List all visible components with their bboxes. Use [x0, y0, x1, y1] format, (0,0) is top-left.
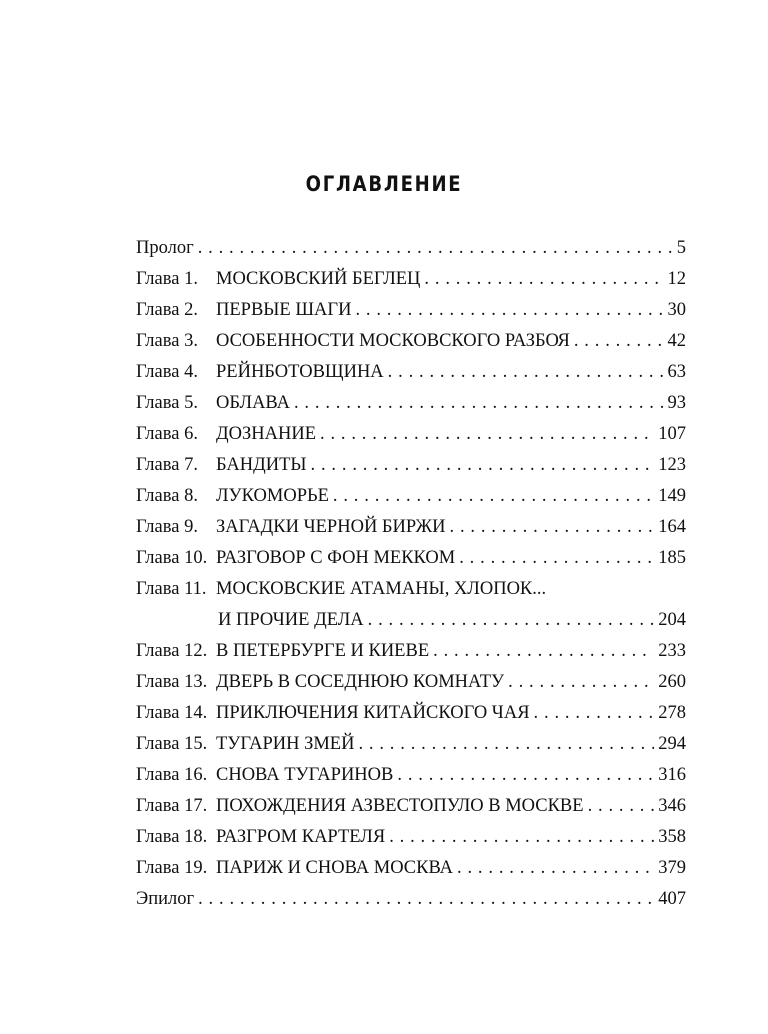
chapter-number: 15.: [184, 734, 208, 754]
page-number: 204: [658, 610, 686, 630]
page-number: 294: [658, 734, 686, 754]
toc-entry[interactable]: [136, 574, 686, 636]
dot-leader: [389, 822, 654, 853]
chapter-number: 13.: [184, 672, 208, 692]
chapter-number: 4.: [184, 362, 198, 382]
toc-entry[interactable]: [136, 419, 686, 450]
dot-leader: [534, 698, 655, 729]
dot-leader: [424, 264, 663, 295]
chapter-number: 1.: [184, 269, 198, 289]
page-number: 260: [658, 672, 686, 692]
dot-leader: [588, 791, 655, 822]
page-number: 346: [658, 796, 686, 816]
dot-leader: [397, 760, 654, 791]
dot-leader: [333, 481, 654, 512]
toc-entry[interactable]: [136, 791, 686, 822]
section-label: Эпилог: [136, 889, 195, 909]
toc-entry[interactable]: [136, 853, 686, 884]
page-number: 379: [658, 858, 686, 878]
chapter-prefix: Глава: [136, 703, 180, 723]
chapter-prefix: Глава: [136, 269, 180, 289]
toc-entry[interactable]: [136, 667, 686, 698]
chapter-title-continued: И ПРОЧИЕ ДЕЛА: [218, 610, 364, 630]
chapter-prefix: Глава: [136, 393, 180, 413]
dot-leader: [433, 636, 654, 667]
chapter-number: 7.: [184, 455, 198, 475]
chapter-number: 3.: [184, 331, 198, 351]
chapter-title: ПРИКЛЮЧЕНИЯ КИТАЙСКОГО ЧАЯ: [216, 703, 530, 723]
chapter-number: 16.: [184, 765, 208, 785]
page-number: 233: [658, 641, 686, 661]
dot-leader: [294, 388, 664, 419]
chapter-prefix: Глава: [136, 858, 180, 878]
chapter-title: РЕЙНБОТОВЩИНА: [216, 362, 384, 382]
chapter-title: РАЗГРОМ КАРТЕЛЯ: [216, 827, 386, 847]
chapter-prefix: Глава: [136, 424, 180, 444]
page-number: 149: [658, 486, 686, 506]
chapter-number: 11.: [184, 579, 207, 599]
chapter-prefix: Глава: [136, 734, 180, 754]
dot-leader: [320, 419, 654, 450]
chapter-prefix: Глава: [136, 300, 180, 320]
chapter-prefix: Глава: [136, 579, 180, 599]
chapter-title: СНОВА ТУГАРИНОВ: [216, 765, 394, 785]
dot-leader: [459, 543, 654, 574]
toc-entry[interactable]: [136, 729, 686, 760]
chapter-title: ОБЛАВА: [216, 393, 290, 413]
page-number: 358: [658, 827, 686, 847]
page-number: 63: [667, 362, 686, 382]
dot-leader: [198, 884, 654, 915]
page-title: ОГЛАВЛЕНИЕ: [305, 172, 463, 196]
dot-leader: [508, 667, 654, 698]
toc-entry[interactable]: [136, 884, 686, 915]
chapter-number: 17.: [184, 796, 208, 816]
page-number: 123: [658, 455, 686, 475]
chapter-prefix: Глава: [136, 331, 180, 351]
dot-leader: [450, 512, 655, 543]
dot-leader: [457, 853, 654, 884]
chapter-prefix: Глава: [136, 362, 180, 382]
chapter-number: 19.: [184, 858, 208, 878]
chapter-title: БАНДИТЫ: [216, 455, 307, 475]
chapter-prefix: Глава: [136, 796, 180, 816]
chapter-title: ОСОБЕННОСТИ МОСКОВСКОГО РАЗБОЯ: [216, 331, 570, 351]
page-number: 30: [667, 300, 686, 320]
toc-entry[interactable]: [136, 822, 686, 853]
chapter-prefix: Глава: [136, 486, 180, 506]
chapter-title: ПЕРВЫЕ ШАГИ: [216, 300, 352, 320]
chapter-number: 18.: [184, 827, 208, 847]
chapter-number: 14.: [184, 703, 208, 723]
toc-entry[interactable]: [136, 326, 686, 357]
page-number: 93: [667, 393, 686, 413]
chapter-title: ПОХОЖДЕНИЯ АЗВЕСТОПУЛО В МОСКВЕ: [216, 796, 584, 816]
chapter-prefix: Глава: [136, 641, 180, 661]
chapter-number: 10.: [184, 548, 208, 568]
toc-entry[interactable]: [136, 450, 686, 481]
table-of-contents: [136, 233, 686, 915]
page-number: 316: [658, 765, 686, 785]
chapter-title: В ПЕТЕРБУРГЕ И КИЕВЕ: [216, 641, 430, 661]
chapter-title: МОСКОВСКИЕ АТАМАНЫ, ХЛОПОК...: [216, 579, 547, 599]
chapter-title: ТУГАРИН ЗМЕЙ: [216, 734, 355, 754]
chapter-number: 6.: [184, 424, 198, 444]
toc-entry[interactable]: [136, 357, 686, 388]
toc-entry[interactable]: [136, 512, 686, 543]
chapter-prefix: Глава: [136, 765, 180, 785]
toc-entry[interactable]: [136, 388, 686, 419]
page-number: 12: [667, 269, 686, 289]
chapter-title: ЗАГАДКИ ЧЕРНОЙ БИРЖИ: [216, 517, 446, 537]
chapter-prefix: Глава: [136, 517, 180, 537]
chapter-prefix: Глава: [136, 548, 180, 568]
toc-entry[interactable]: [136, 698, 686, 729]
chapter-prefix: Глава: [136, 827, 180, 847]
dot-leader: [388, 357, 664, 388]
page-number: 407: [658, 889, 686, 909]
chapter-number: 2.: [184, 300, 198, 320]
section-label: Пролог: [136, 238, 194, 258]
chapter-title: ДОЗНАНИЕ: [216, 424, 316, 444]
page-number: 185: [658, 548, 686, 568]
chapter-title: ПАРИЖ И СНОВА МОСКВА: [216, 858, 454, 878]
toc-entry[interactable]: [136, 636, 686, 667]
chapter-prefix: Глава: [136, 455, 180, 475]
dot-leader: [198, 233, 673, 264]
page-number: 42: [667, 331, 686, 351]
page-number: 164: [658, 517, 686, 537]
chapter-title: МОСКОВСКИЙ БЕГЛЕЦ: [216, 269, 421, 289]
chapter-prefix: Глава: [136, 672, 180, 692]
chapter-title: ДВЕРЬ В СОСЕДНЮЮ КОМНАТУ: [216, 672, 505, 692]
toc-entry[interactable]: [136, 543, 686, 574]
chapter-number: 8.: [184, 486, 198, 506]
dot-leader: [311, 450, 655, 481]
toc-entry[interactable]: [136, 233, 686, 264]
chapter-number: 5.: [184, 393, 198, 413]
toc-entry[interactable]: [136, 481, 686, 512]
chapter-title: ЛУКОМОРЬЕ: [216, 486, 329, 506]
chapter-title: РАЗГОВОР С ФОН МЕККОМ: [216, 548, 456, 568]
chapter-number: 9.: [184, 517, 198, 537]
toc-entry[interactable]: [136, 760, 686, 791]
page-number: 107: [658, 424, 686, 444]
page-number: 278: [658, 703, 686, 723]
dot-leader: [355, 295, 663, 326]
dot-leader: [358, 729, 654, 760]
toc-entry[interactable]: [136, 264, 686, 295]
dot-leader: [574, 326, 664, 357]
chapter-number: 12.: [184, 641, 208, 661]
toc-entry[interactable]: [136, 295, 686, 326]
page-number: 5: [676, 238, 686, 258]
dot-leader: [368, 605, 655, 636]
